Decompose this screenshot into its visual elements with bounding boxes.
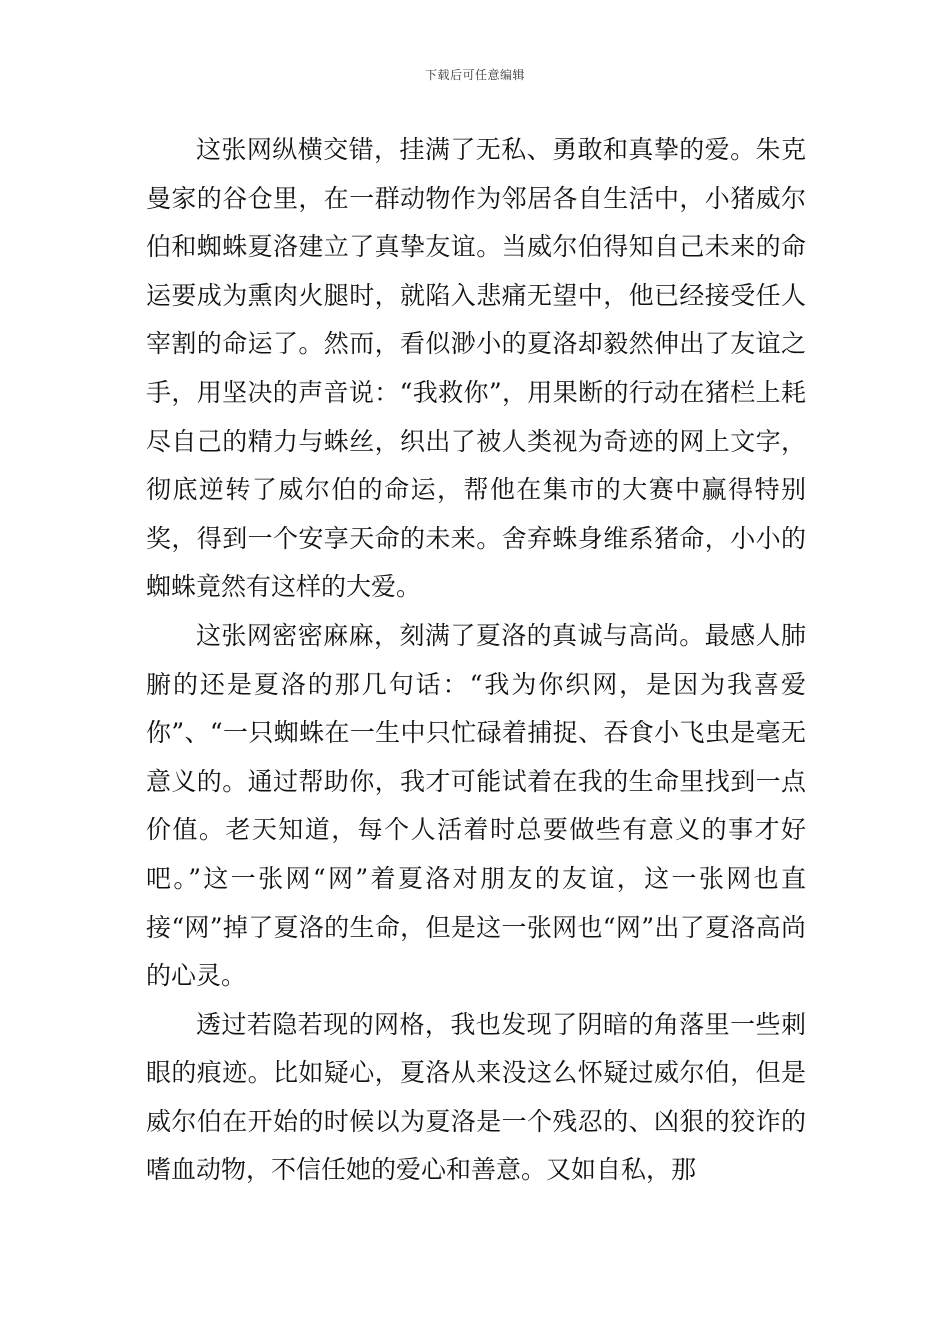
- body-text: [146, 126, 806, 1195]
- paragraph-1: 这张网纵横交错，挂满了无私、勇敢和真挚的爱。朱克曼家的谷仓里，在一群动物作为邻居各自生活中，小猪威尔伯和蜘蛛夏洛建立了真挚友谊。当威尔伯得知自己未来的命运要成为熏肉火腿时，就陷入悲痛无望中，他已经接受任人宰割的命运了。然而，看似渺小的夏洛却毅然伸出了友谊之手，用坚决的声音说：“我救你”，用果断的行动在猪栏上耗尽自己的精力与蛛丝，织出了被人类视为奇迹的网上文字，彻底逆转了威尔伯的命运，帮他在集市的大赛中赢得特别奖，得到一个安享天命的未来。舍弃蛛身维系猪命，小小的蜘蛛竟然有这样的大爱。: [146, 135, 806, 602]
- page-header: 下载后可任意编辑: [424, 68, 525, 82]
- paragraph-2: 这张网密密麻麻，刻满了夏洛的真诚与高尚。最感人肺腑的还是夏洛的那几句话：“我为你织网，是因为我喜爱你”、“一只蜘蛛在一生中只忙碌着捕捉、吞食小飞虫是毫无意义的。通过帮助你，我才可能试着在我的生命里找到一点价值。老天知道，每个人活着时总要做些有意义的事才好吧。”这一张网“网”着夏洛对朋友的友谊，这一张网也直接“网”掉了夏洛的生命，但是这一张网也“网”出了夏洛高尚的心灵。: [146, 620, 806, 991]
- paragraph-3: 透过若隐若现的网格，我也发现了阴暗的角落里一些刺眼的痕迹。比如疑心，夏洛从来没这么怀疑过威尔伯，但是威尔伯在开始的时候以为夏洛是一个残忍的、凶狠的狡诈的嗜血动物，不信任她的爱心和善意。又如自私，那: [146, 1009, 806, 1185]
